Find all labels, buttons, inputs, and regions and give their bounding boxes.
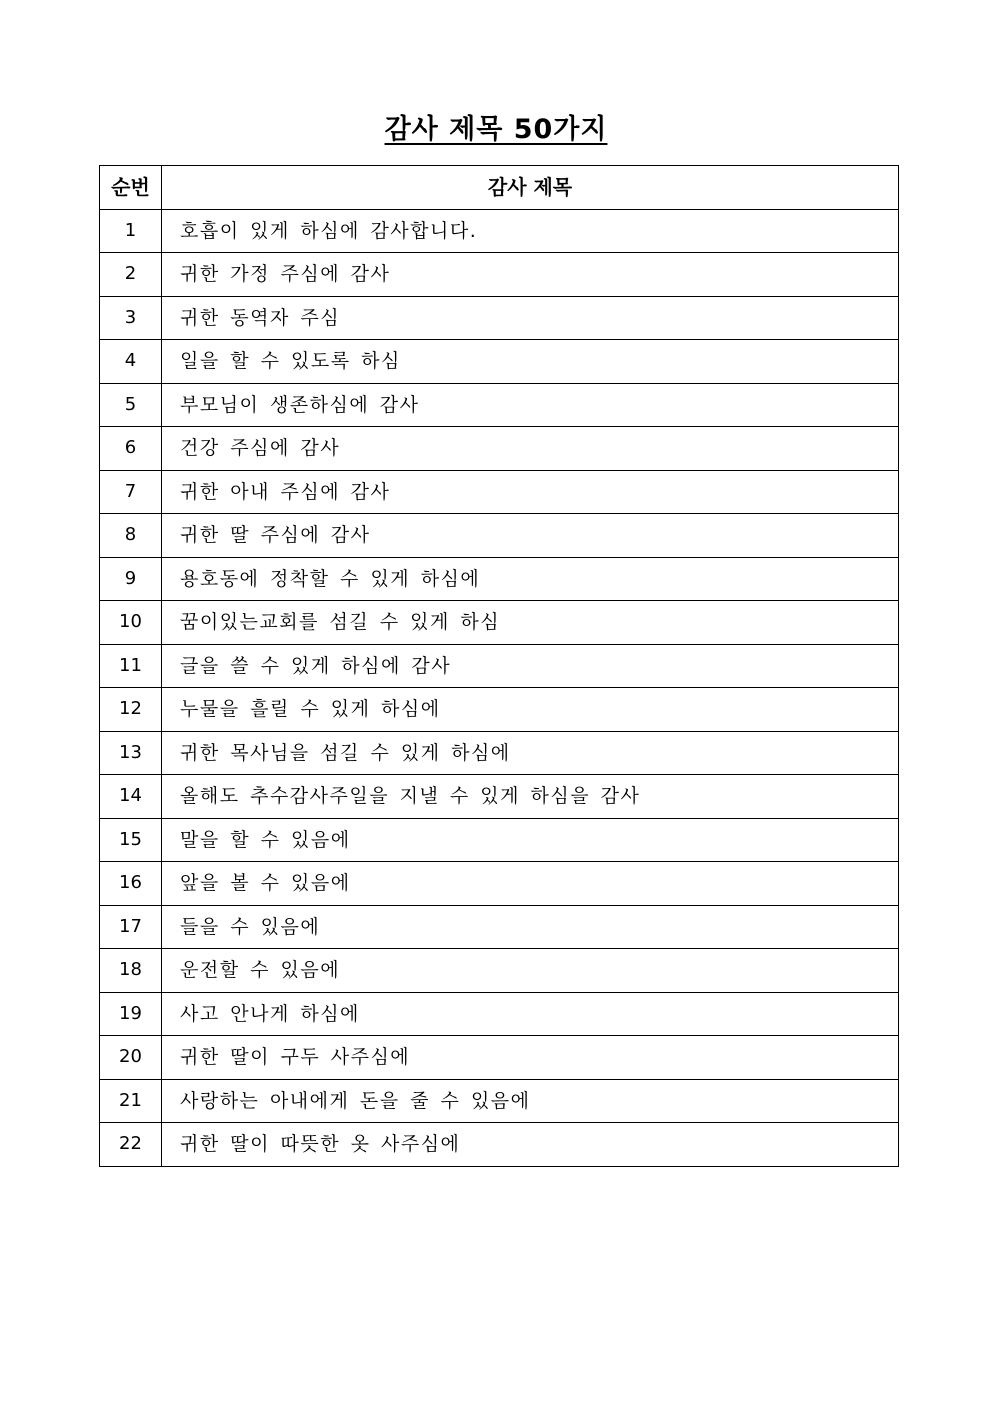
row-text: 글을 쓸 수 있게 하심에 감사 (162, 644, 899, 688)
table-row (100, 296, 899, 340)
row-text: 건강 주심에 감사 (162, 427, 899, 471)
row-number: 17 (100, 905, 162, 949)
row-number: 1 (100, 209, 162, 253)
row-text: 귀한 가정 주심에 감사 (162, 253, 899, 297)
row-number: 5 (100, 383, 162, 427)
table-row (100, 601, 899, 645)
row-number: 16 (100, 862, 162, 906)
row-number: 21 (100, 1079, 162, 1123)
row-number: 15 (100, 818, 162, 862)
row-number: 14 (100, 775, 162, 819)
row-number: 10 (100, 601, 162, 645)
row-text: 말을 할 수 있음에 (162, 818, 899, 862)
row-text: 들을 수 있음에 (162, 905, 899, 949)
row-number: 20 (100, 1036, 162, 1080)
row-text: 올해도 추수감사주일을 지낼 수 있게 하심을 감사 (162, 775, 899, 819)
header-item: 감사 제목 (162, 166, 899, 210)
table-row (100, 470, 899, 514)
row-text: 사고 안나게 하심에 (162, 992, 899, 1036)
table-header-row (100, 166, 899, 210)
table-row (100, 209, 899, 253)
table-row (100, 731, 899, 775)
table-row (100, 905, 899, 949)
table-row (100, 557, 899, 601)
row-text: 일을 할 수 있도록 하심 (162, 340, 899, 384)
table-row (100, 949, 899, 993)
table-row (100, 688, 899, 732)
table-row (100, 992, 899, 1036)
row-text: 앞을 볼 수 있음에 (162, 862, 899, 906)
table-row (100, 862, 899, 906)
row-text: 부모님이 생존하심에 감사 (162, 383, 899, 427)
row-text: 귀한 아내 주심에 감사 (162, 470, 899, 514)
row-number: 6 (100, 427, 162, 471)
row-number: 19 (100, 992, 162, 1036)
table-row (100, 1079, 899, 1123)
table-row (100, 775, 899, 819)
row-text: 누물을 흘릴 수 있게 하심에 (162, 688, 899, 732)
table-row (100, 427, 899, 471)
table-row (100, 818, 899, 862)
page-title (0, 112, 992, 148)
row-text: 귀한 딸이 구두 사주심에 (162, 1036, 899, 1080)
table-row (100, 1036, 899, 1080)
table-row (100, 340, 899, 384)
table-row (100, 383, 899, 427)
row-number: 7 (100, 470, 162, 514)
row-number: 18 (100, 949, 162, 993)
row-number: 9 (100, 557, 162, 601)
row-text: 귀한 목사님을 섬길 수 있게 하심에 (162, 731, 899, 775)
row-number: 13 (100, 731, 162, 775)
row-text: 용호동에 정착할 수 있게 하심에 (162, 557, 899, 601)
row-text: 운전할 수 있음에 (162, 949, 899, 993)
gratitude-table (99, 165, 899, 1167)
row-number: 12 (100, 688, 162, 732)
row-number: 4 (100, 340, 162, 384)
row-text: 사랑하는 아내에게 돈을 줄 수 있음에 (162, 1079, 899, 1123)
row-text: 귀한 딸 주심에 감사 (162, 514, 899, 558)
row-number: 11 (100, 644, 162, 688)
row-number: 3 (100, 296, 162, 340)
row-text: 귀한 딸이 따뜻한 옷 사주심에 (162, 1123, 899, 1167)
row-text: 호흡이 있게 하심에 감사합니다. (162, 209, 899, 253)
row-number: 8 (100, 514, 162, 558)
table-row (100, 644, 899, 688)
row-text: 귀한 동역자 주심 (162, 296, 899, 340)
table-row (100, 253, 899, 297)
table-row (100, 514, 899, 558)
row-number: 2 (100, 253, 162, 297)
row-number: 22 (100, 1123, 162, 1167)
page-title-text: 감사 제목 50가지 (384, 114, 608, 145)
table-row (100, 1123, 899, 1167)
row-text: 꿈이있는교회를 섬길 수 있게 하심 (162, 601, 899, 645)
header-number: 순번 (100, 166, 162, 210)
